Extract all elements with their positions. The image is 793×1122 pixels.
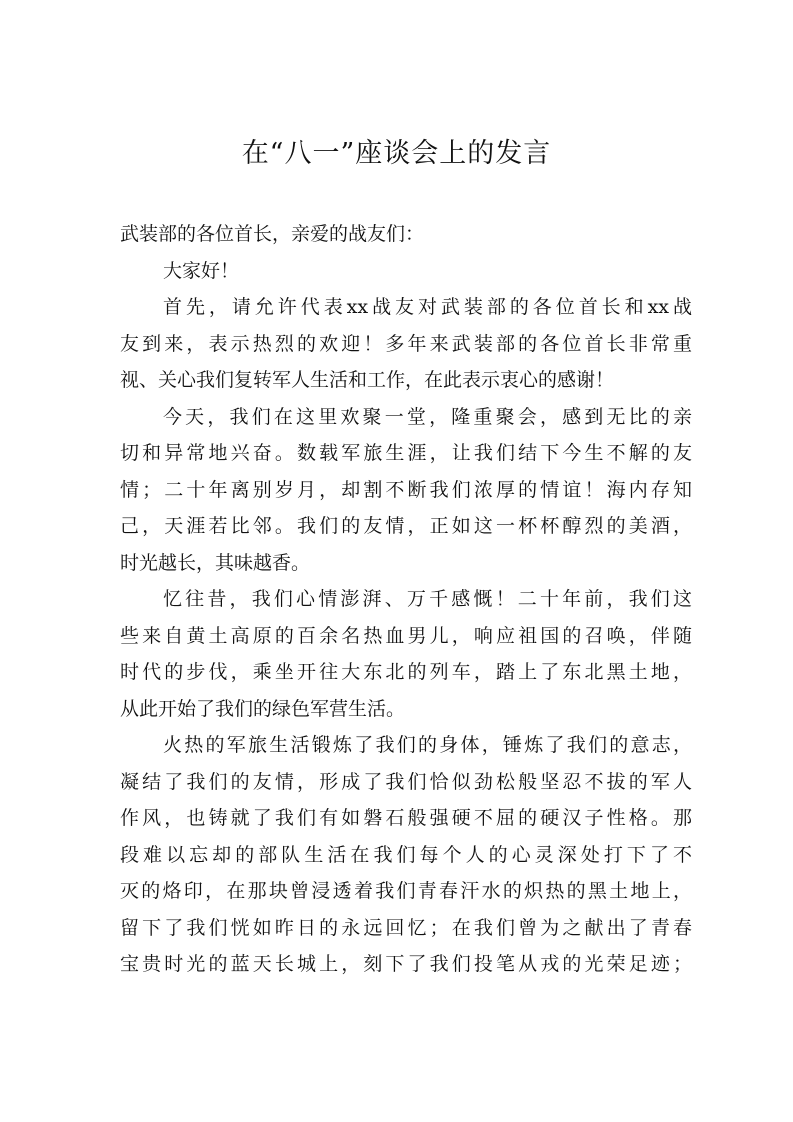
paragraph-line: 些来自黄土高原的百余名热血男儿，响应祖国的召唤，伴随: [120, 624, 692, 647]
paragraph-line: 己，天涯若比邻。我们的友情，正如这一杯杯醇烈的美酒，: [120, 515, 692, 537]
paragraph-line: 作风，也铸就了我们有如磐石般强硬不屈的硬汉子性格。那: [120, 807, 692, 829]
paragraph-line: 忆往昔，我们心情澎湃、万千感慨！二十年前，我们这: [163, 588, 692, 610]
salutation-line: 武装部的各位首长，亲爱的战友们：: [120, 223, 425, 245]
paragraph-line: 情；二十年离别岁月，却割不断我们浓厚的情谊！海内存知: [120, 478, 692, 501]
paragraph-line: 切和异常地兴奋。数载军旅生涯，让我们结下今生不解的友: [120, 442, 692, 464]
paragraph-line: 友到来，表示热烈的欢迎！多年来武装部的各位首长非常重: [120, 332, 692, 355]
paragraph-line: 首先，请允许代表xx战友对武装部的各位首长和xx战: [163, 296, 692, 318]
paragraph-line: 时代的步伐，乘坐开往大东北的列车，踏上了东北黑土地，: [120, 661, 692, 683]
paragraph-line: 今天，我们在这里欢聚一堂，隆重聚会，感到无比的亲: [163, 405, 692, 428]
paragraph-line: 火热的军旅生活锻炼了我们的身体，锤炼了我们的意志，: [163, 734, 692, 756]
document-body: [120, 216, 692, 983]
paragraph-line: 段难以忘却的部队生活在我们每个人的心灵深处打下了不: [120, 843, 692, 866]
paragraph-line: 时光越长，其味越香。: [120, 551, 311, 574]
paragraph-line: 留下了我们恍如昨日的永远回忆；在我们曾为之献出了青春: [120, 916, 692, 939]
paragraph-line: 从此开始了我们的绿色军营生活。: [120, 697, 406, 720]
greeting-line: 大家好！: [163, 259, 240, 282]
paragraph-line: 宝贵时光的蓝天长城上，刻下了我们投笔从戎的光荣足迹；: [120, 953, 692, 975]
document-title: 在“八一”座谈会上的发言: [241, 138, 552, 169]
paragraph-line: 灭的烙印，在那块曾浸透着我们青春汗水的炽热的黑土地上，: [120, 880, 692, 902]
paragraph-line: 凝结了我们的友情，形成了我们恰似劲松般坚忍不拔的军人: [120, 770, 692, 793]
paragraph-line: 视、关心我们复转军人生活和工作，在此表示衷心的感谢！: [120, 369, 615, 391]
